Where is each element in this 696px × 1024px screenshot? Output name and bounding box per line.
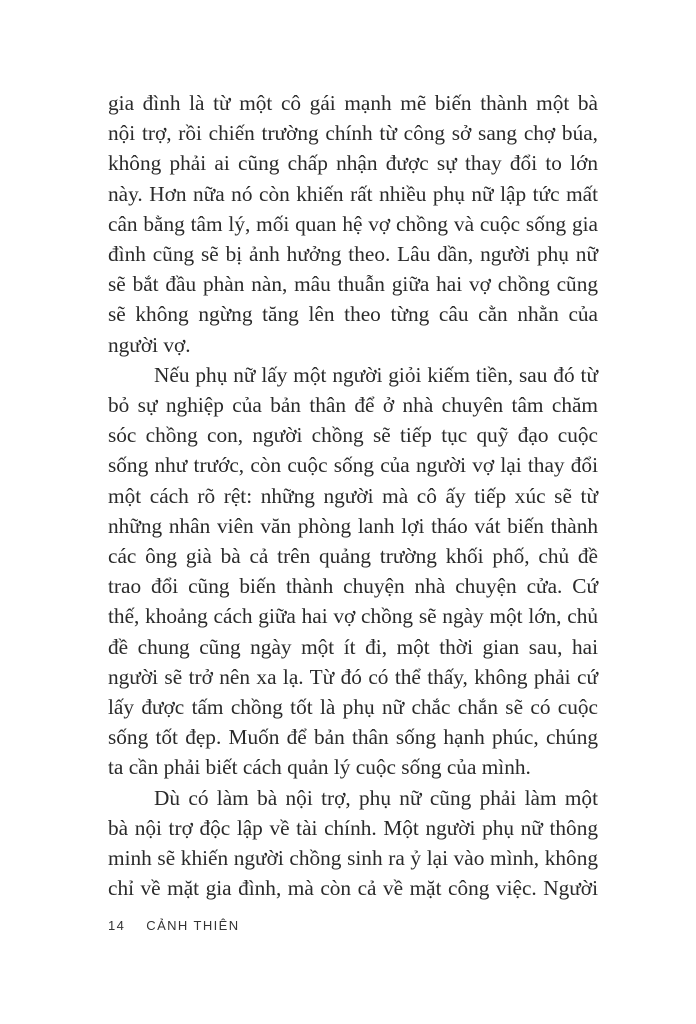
text-line: những nhân viên văn phòng lanh lợi tháo vát biến thành bbox=[108, 513, 598, 538]
text-line: gia đình là từ một cô gái mạnh mẽ biến thành một bà bbox=[108, 91, 598, 115]
text-line: Dù có làm bà nội trợ, phụ nữ cũng phải làm một bbox=[154, 785, 598, 810]
text-line: người sẽ trở nên xa lạ. Từ đó có thể thấy, không phải cứ bbox=[108, 664, 598, 689]
text-line: đề chung cũng ngày một ít đi, một thời gian sau, hai bbox=[108, 634, 598, 659]
text-line: lấy được tấm chồng tốt là phụ nữ chắc chắn sẽ có cuộc bbox=[108, 695, 598, 720]
paragraph bbox=[108, 360, 598, 783]
text-line: các ông già bà cả trên quảng trường khối phố, chủ đề bbox=[108, 544, 598, 569]
text-line: bà nội trợ độc lập về tài chính. Một người phụ nữ thông bbox=[108, 815, 598, 840]
text-line: sống như trước, còn cuộc sống của người vợ lại thay đổi bbox=[108, 453, 598, 478]
text-line: sẽ bắt đầu phàn nàn, mâu thuẫn giữa hai vợ chồng cũng bbox=[108, 272, 598, 297]
text-line: người vợ. bbox=[108, 332, 191, 357]
text-line: minh sẽ khiến người chồng sinh ra ỷ lại vào mình, không bbox=[108, 846, 598, 871]
book-page-body bbox=[108, 88, 598, 903]
text-line: một cách rõ rệt: những người mà cô ấy tiếp xúc sẽ từ bbox=[108, 483, 598, 508]
text-line: đình cũng sẽ bị ảnh hưởng theo. Lâu dần, người phụ nữ bbox=[108, 242, 598, 267]
text-line: bỏ sự nghiệp của bản thân để ở nhà chuyên tâm chăm bbox=[108, 393, 598, 418]
page-footer bbox=[108, 918, 240, 933]
text-line: chỉ về mặt gia đình, mà còn cả về mặt công việc. Người bbox=[108, 876, 598, 901]
text-line: không phải ai cũng chấp nhận được sự thay đổi to lớn bbox=[108, 151, 598, 176]
text-line: nội trợ, rồi chiến trường chính từ công sở sang chợ búa, bbox=[108, 121, 598, 146]
paragraph bbox=[108, 783, 598, 904]
running-head-author: CẢNH THIÊN bbox=[146, 918, 240, 933]
paragraph bbox=[108, 88, 598, 360]
text-line: sẽ không ngừng tăng lên theo từng câu cằn nhằn của bbox=[108, 302, 598, 327]
text-line: Nếu phụ nữ lấy một người giỏi kiếm tiền, sau đó từ bbox=[154, 362, 598, 387]
text-line: thế, khoảng cách giữa hai vợ chồng sẽ ngày một lớn, chủ bbox=[108, 604, 598, 629]
text-line: sóc chồng con, người chồng sẽ tiếp tục quỹ đạo cuộc bbox=[108, 423, 598, 448]
text-line: ta cần phải biết cách quản lý cuộc sống của mình. bbox=[108, 755, 531, 780]
page-number: 14 bbox=[108, 918, 126, 933]
text-line: sống tốt đẹp. Muốn để bản thân sống hạnh phúc, chúng bbox=[108, 725, 598, 750]
text-line: cân bằng tâm lý, mối quan hệ vợ chồng và cuộc sống gia bbox=[108, 211, 598, 236]
text-line: trao đổi cũng biến thành chuyện nhà chuyện cửa. Cứ bbox=[108, 574, 598, 599]
text-line: này. Hơn nữa nó còn khiến rất nhiều phụ nữ lập tức mất bbox=[108, 181, 598, 206]
